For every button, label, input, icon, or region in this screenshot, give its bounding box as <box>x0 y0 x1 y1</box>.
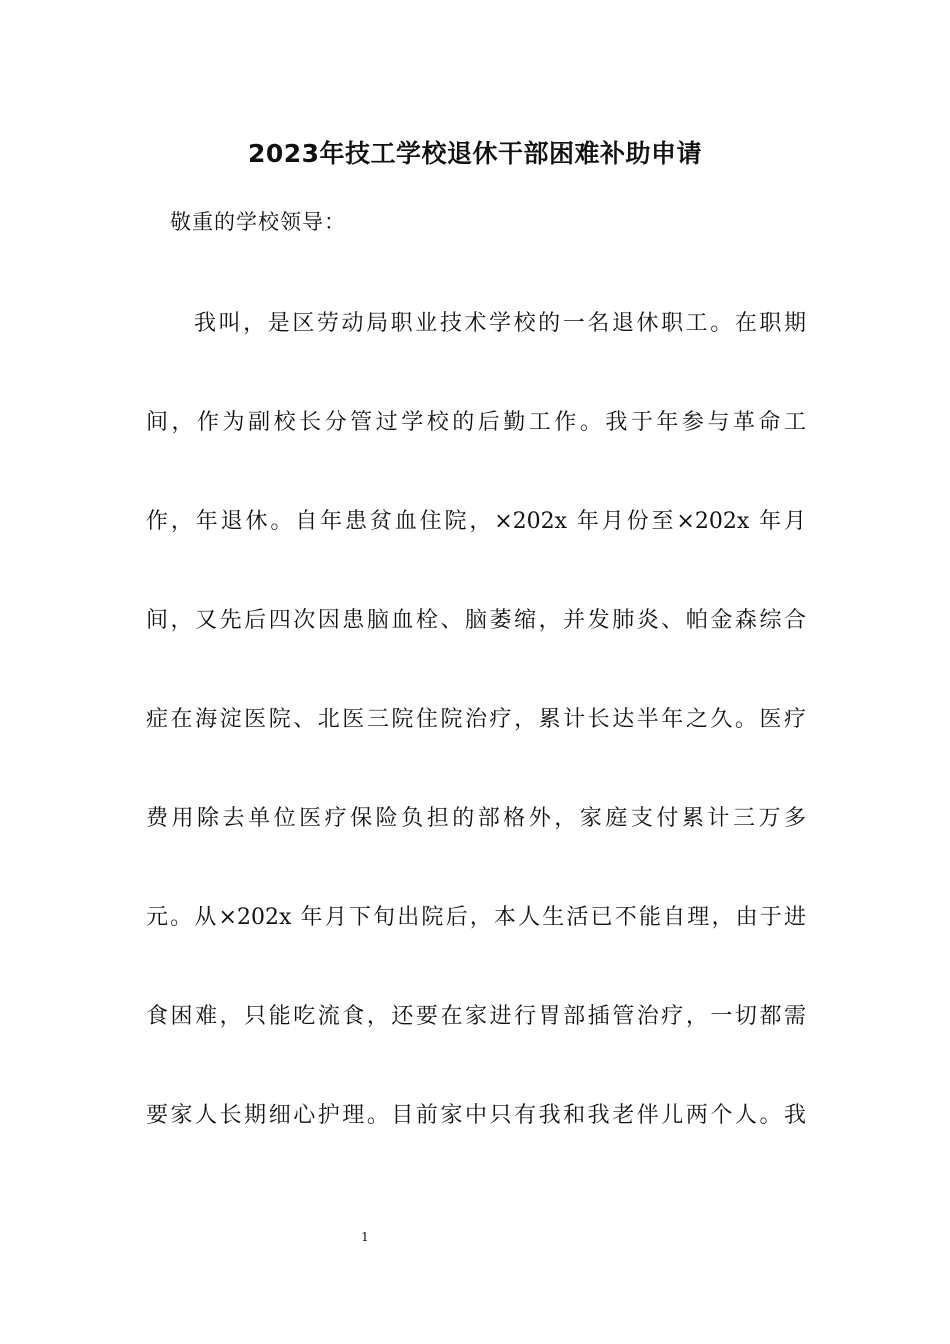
body-line: 食困难，只能吃流食，还要在家进行胃部插管治疗，一切都需 <box>146 1004 806 1029</box>
body-line: 症在海淀医院、北医三院住院治疗，累计长达半年之久。医疗 <box>146 707 806 732</box>
page-title: 2023年技工学校退休干部困难补助申请 <box>247 139 703 168</box>
body-line: 要家人长期细心护理。目前家中只有我和我老伴儿两个人。我 <box>146 1103 806 1128</box>
page-number: 1 <box>361 1230 369 1244</box>
body-line: 我叫，是区劳动局职业技术学校的一名退休职工。在职期 <box>194 311 806 336</box>
salutation: 敬重的学校领导： <box>170 210 346 234</box>
body-line: 间，又先后四次因患脑血栓、脑萎缩，并发肺炎、帕金森综合 <box>146 608 806 633</box>
body-line: 作，年退休。自年患贫血住院，×202x 年月份至×202x 年月 <box>146 509 806 534</box>
body-line: 间，作为副校长分管过学校的后勤工作。我于年参与革命工 <box>146 410 806 435</box>
body-line: 元。从×202x 年月下旬出院后，本人生活已不能自理，由于进 <box>146 905 806 930</box>
body-line: 费用除去单位医疗保险负担的部格外，家庭支付累计三万多 <box>146 806 806 831</box>
